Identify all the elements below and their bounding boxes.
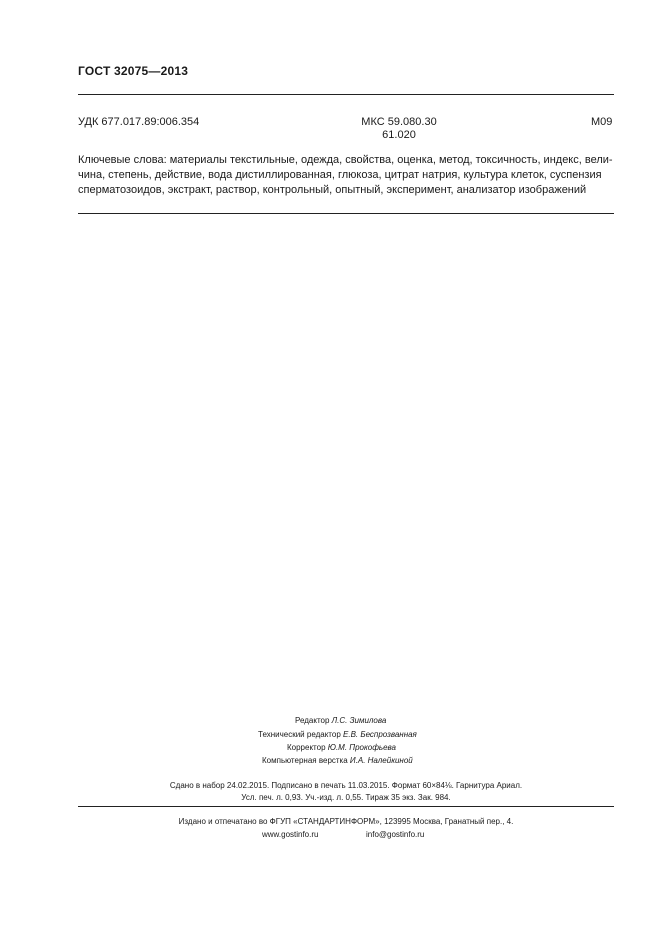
tech-editor-name: Е.В. Беспрозванная: [343, 730, 417, 739]
publisher-website[interactable]: www.gostinfo.ru: [262, 830, 319, 839]
imprint-divider: [78, 806, 614, 807]
keywords-divider: [78, 213, 614, 214]
tech-editor-role: Технический редактор: [258, 730, 341, 739]
corrector-credit: [287, 743, 396, 752]
publisher-email[interactable]: info@gostinfo.ru: [366, 830, 425, 839]
udk-code: УДК 677.017.89:006.354: [78, 116, 200, 128]
document-title: ГОСТ 32075—2013: [78, 64, 189, 78]
category-code: M09: [591, 116, 613, 128]
keywords-line-3: сперматозоидов, экстракт, раствор, контрольный, опытный, эксперимент, анализатор изображений: [78, 184, 587, 196]
top-divider: [78, 94, 614, 95]
corrector-name: Ю.М. Прокофьева: [327, 743, 396, 752]
keywords-line-1: Ключевые слова: материалы текстильные, одежда, свойства, оценка, метод, токсичность, индекс, вели-: [78, 154, 613, 166]
editor-credit: [295, 716, 386, 725]
print-info-line-2: Усл. печ. л. 0,93. Уч.-изд. л. 0,55. Тираж 35 экз. Зак. 984.: [241, 793, 451, 802]
layout-credit: [262, 756, 413, 765]
tech-editor-credit: [258, 730, 417, 739]
publisher-line: Издано и отпечатано во ФГУП «СТАНДАРТИНФОРМ», 123995 Москва, Гранатный пер., 4.: [178, 817, 514, 826]
mks-code-2: 61.020: [382, 129, 416, 141]
corrector-role: Корректор: [287, 743, 326, 752]
print-info-line-1: Сдано в набор 24.02.2015. Подписано в печать 11.03.2015. Формат 60×84⅛. Гарнитура Ариал.: [169, 781, 523, 790]
editor-role: Редактор: [295, 716, 330, 725]
layout-role: Компьютерная верстка: [262, 756, 348, 765]
keywords-line-2: чина, степень, действие, вода дистиллированная, глюкоза, цитрат натрия, культура клеток, суспензия: [78, 169, 602, 181]
layout-name: И.А. Налейкиной: [349, 756, 413, 765]
mks-code-1: МКС 59.080.30: [361, 116, 437, 128]
keywords-paragraph: [78, 153, 614, 198]
editor-name: Л.С. Зимилова: [331, 716, 387, 725]
